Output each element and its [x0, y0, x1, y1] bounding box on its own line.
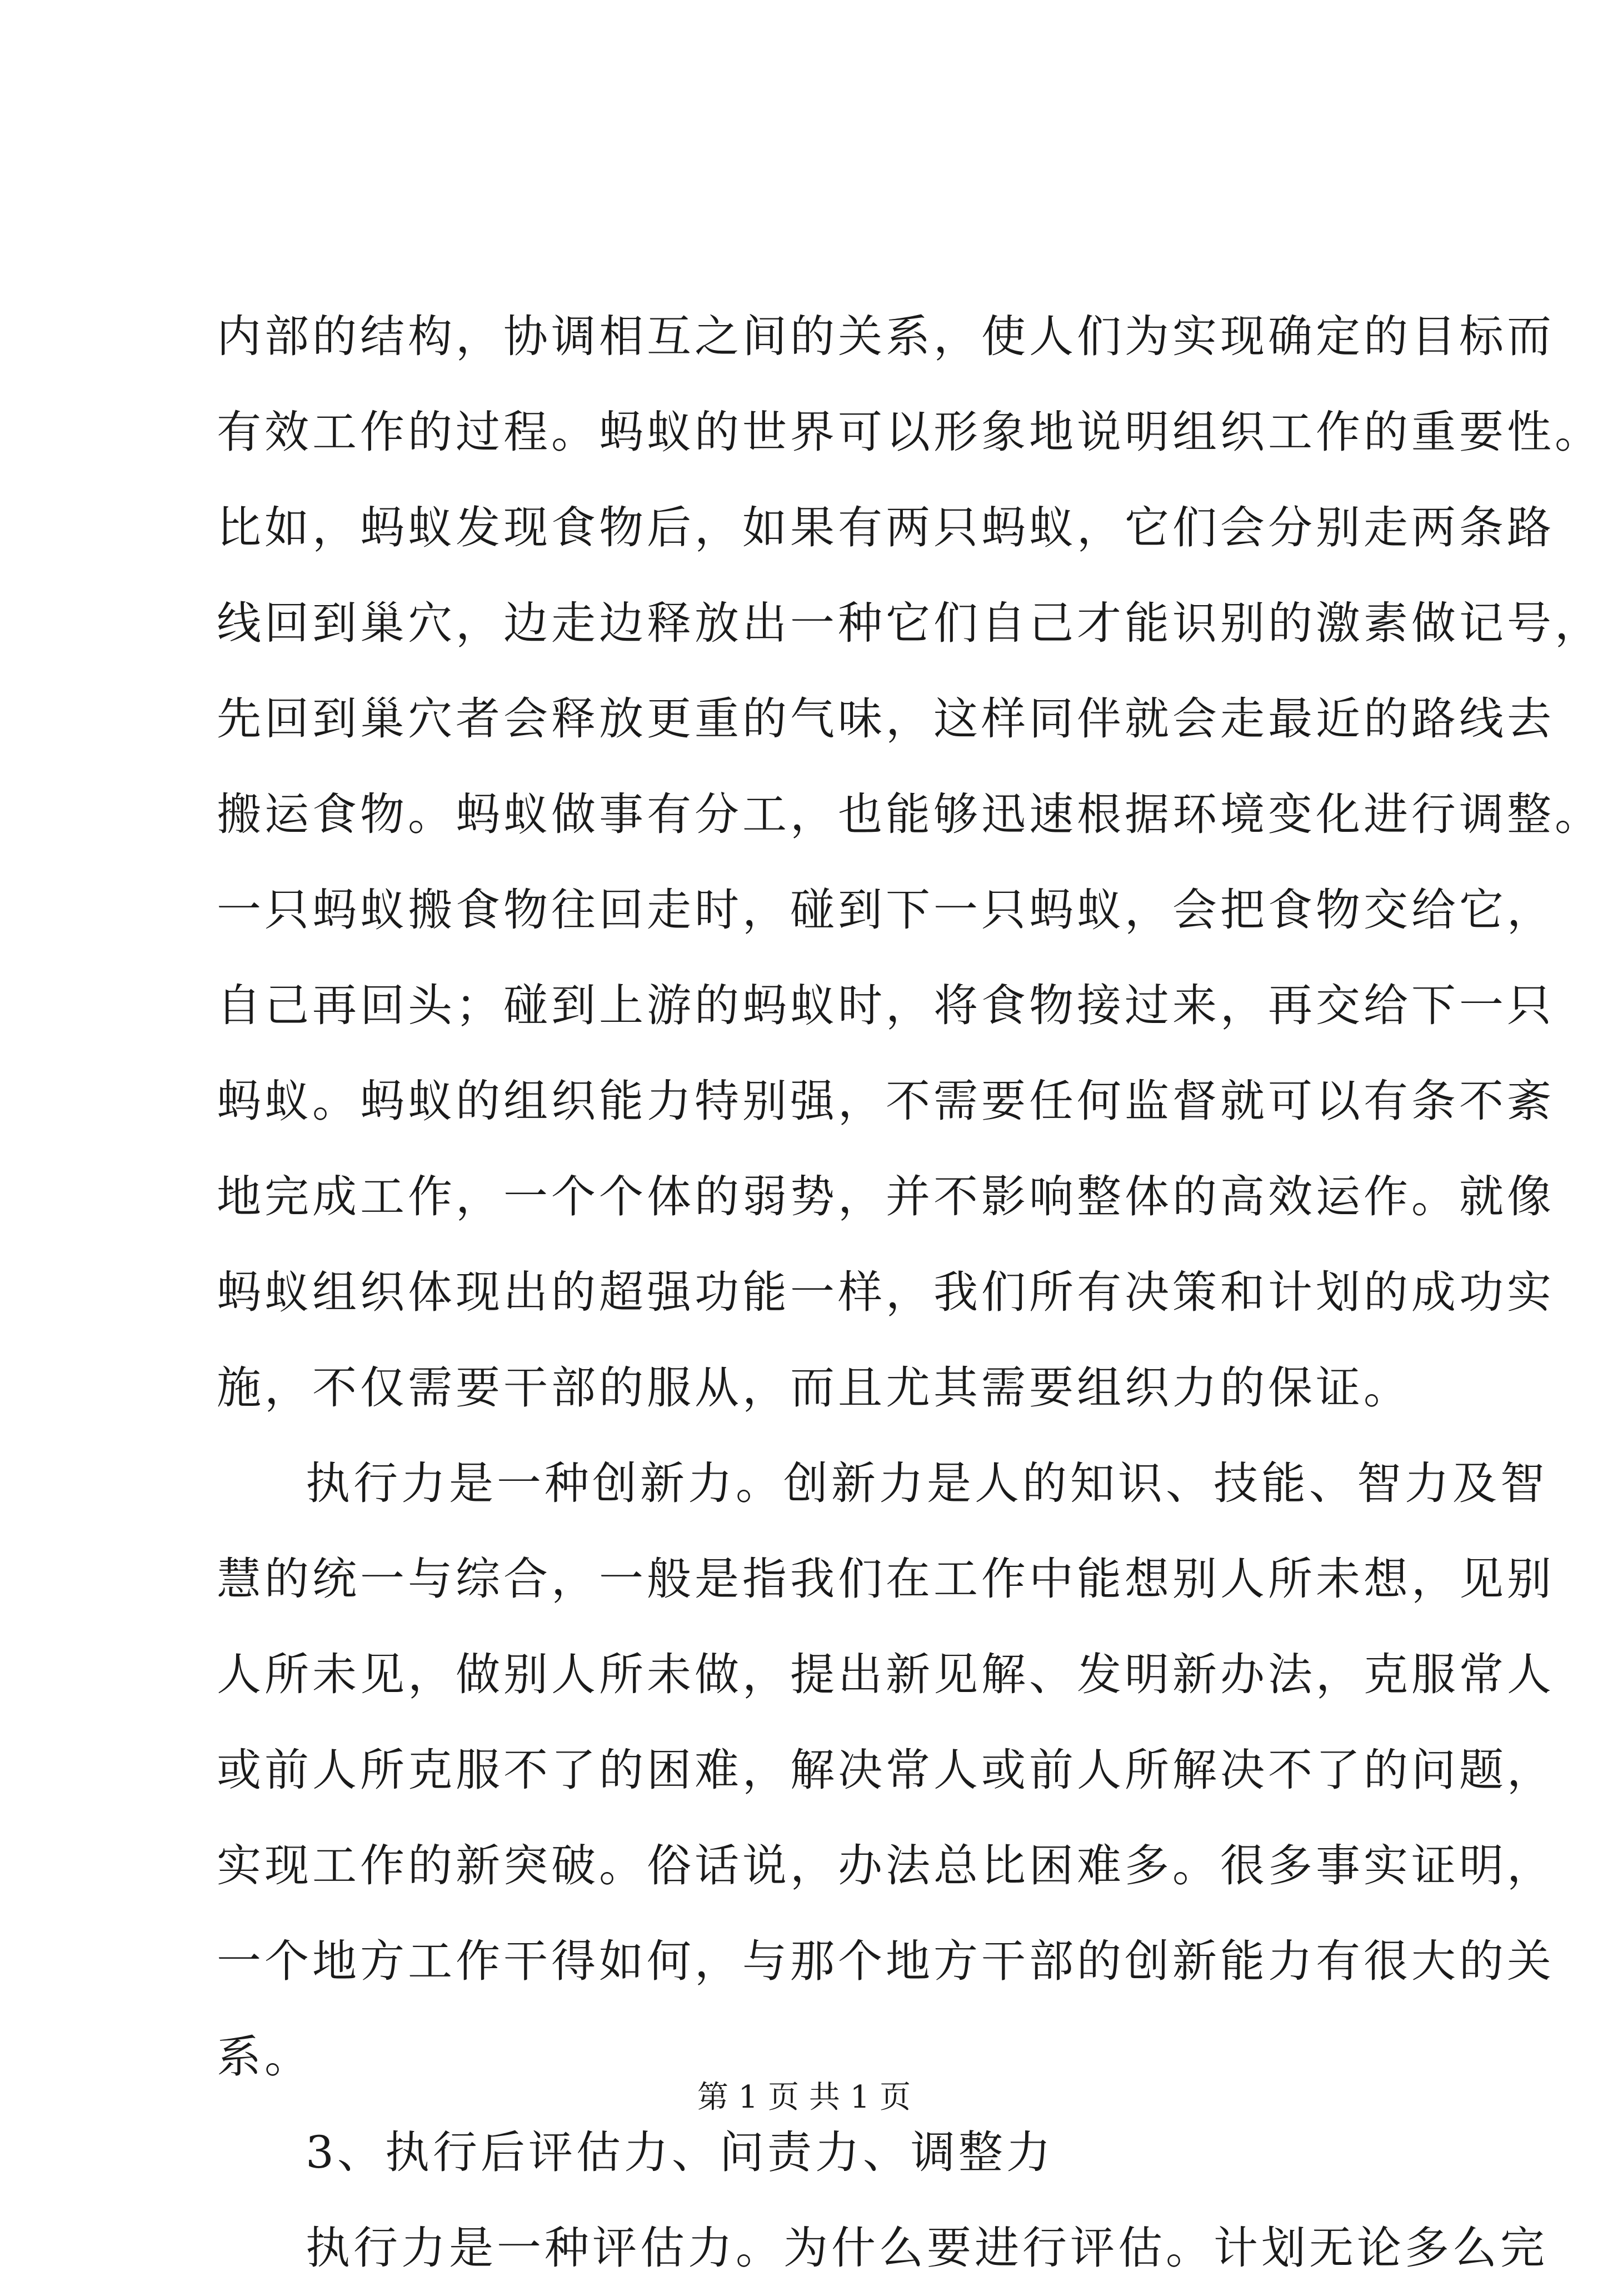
- text-line-18: 一个地方工作干得如何，与那个地方干部的创新能力有很大的关: [217, 1935, 1555, 1987]
- body-text: [217, 289, 1602, 2296]
- text-line-11: 蚂蚁组织体现出的超强功能一样，我们所有决策和计划的成功实: [217, 1266, 1555, 1318]
- text-line-7: 一只蚂蚁搬食物往回走时，碰到下一只蚂蚁，会把食物交给它，: [217, 884, 1555, 936]
- text-line-14: 慧的统一与综合，一般是指我们在工作中能想别人所未想，见别: [217, 1553, 1555, 1605]
- text-line-3: 比如，蚂蚁发现食物后，如果有两只蚂蚁，它们会分别走两条路: [217, 502, 1555, 553]
- paragraph-start-evaluation: 执行力是一种评估力。为什么要进行评估。计划无论多么完: [306, 2222, 1548, 2274]
- paragraph-start-innovation: 执行力是一种创新力。创新力是人的知识、技能、智力及智: [306, 1458, 1548, 1509]
- text-line-10: 地完成工作，一个个体的弱势，并不影响整体的高效运作。就像: [217, 1171, 1555, 1222]
- section-heading-3: 3、执行后评估力、问责力、调整力: [306, 2127, 1054, 2178]
- text-line-6: 搬运食物。蚂蚁做事有分工，也能够迅速根据环境变化进行调整。: [217, 788, 1602, 840]
- text-line-8: 自己再回头；碰到上游的蚂蚁时，将食物接过来，再交给下一只: [217, 980, 1555, 1031]
- text-line-1: 内部的结构，协调相互之间的关系，使人们为实现确定的目标而: [217, 311, 1555, 362]
- text-line-5: 先回到巢穴者会释放更重的气味，这样同伴就会走最近的路线去: [217, 693, 1555, 745]
- text-line-15: 人所未见，做别人所未做，提出新见解、发明新办法，克服常人: [217, 1649, 1555, 1700]
- text-line-12: 施，不仅需要干部的服从，而且尤其需要组织力的保证。: [217, 1362, 1411, 1414]
- text-line-4: 线回到巢穴，边走边释放出一种它们自己才能识别的激素做记号，: [217, 597, 1602, 649]
- text-line-9: 蚂蚁。蚂蚁的组织能力特别强，不需要任何监督就可以有条不紊: [217, 1075, 1555, 1127]
- page-footer: 第 1 页 共 1 页: [697, 2079, 911, 2115]
- text-line-16: 或前人所克服不了的困难，解决常人或前人所解决不了的问题，: [217, 1744, 1555, 1796]
- text-line-17: 实现工作的新突破。俗话说，办法总比困难多。很多事实证明，: [217, 1840, 1555, 1891]
- text-line-19: 系。: [217, 2031, 312, 2083]
- text-line-2: 有效工作的过程。蚂蚁的世界可以形象地说明组织工作的重要性。: [217, 406, 1602, 458]
